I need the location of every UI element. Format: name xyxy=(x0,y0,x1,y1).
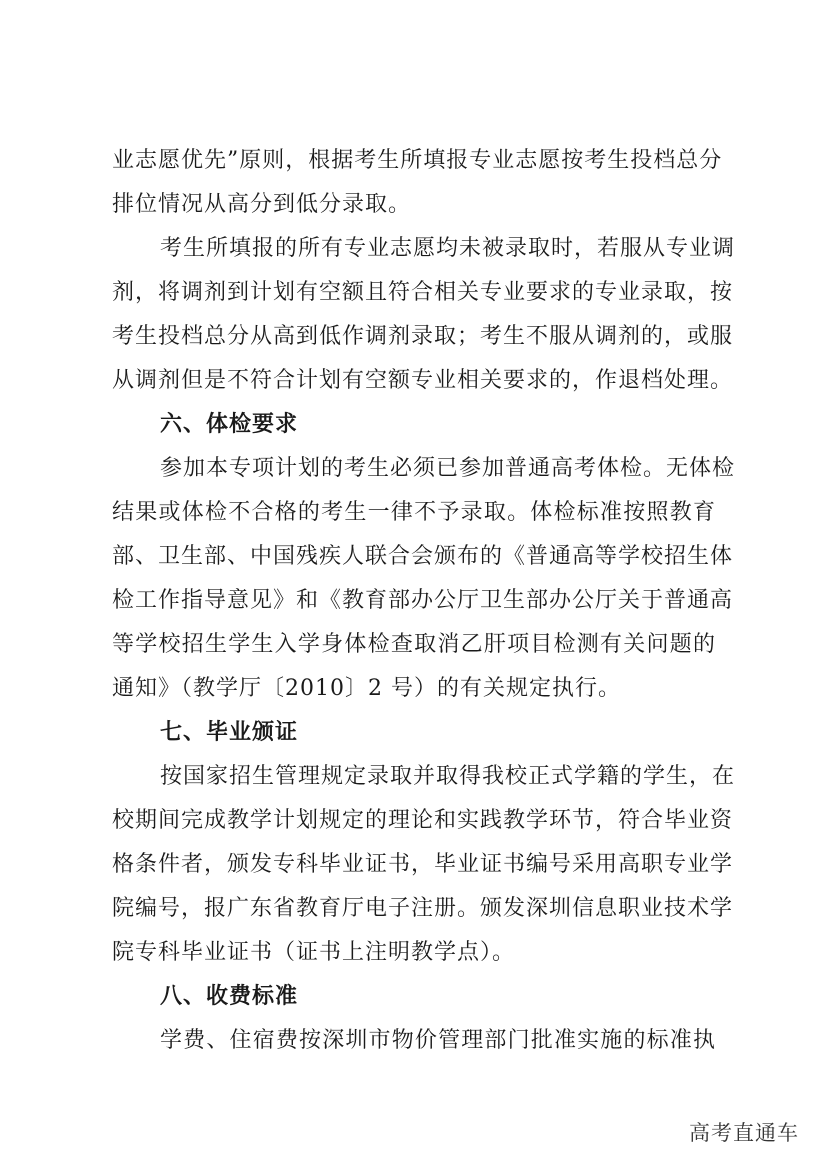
paragraph-line: 从调剂但是不符合计划有空额专业相关要求的，作退档处理。 xyxy=(112,368,734,393)
section-heading-fees: 八、收费标准 xyxy=(160,984,299,1009)
paragraph-line: 部、卫生部、中国残疾人联合会颁布的《普通高等学校招生体 xyxy=(112,544,734,569)
watermark-text: 高考直通车 xyxy=(689,1121,799,1145)
paragraph-line: 学费、住宿费按深圳市物价管理部门批准实施的标准执 xyxy=(160,1028,716,1053)
paragraph-line: 结果或体检不合格的考生一律不予录取。体检标准按照教育 xyxy=(112,500,716,525)
paragraph-line: 剂，将调剂到计划有空额且符合相关专业要求的专业录取，按 xyxy=(112,280,734,305)
paragraph-line: 考生投档总分从高到低作调剂录取；考生不服从调剂的，或服 xyxy=(112,324,734,349)
paragraph-line: 排位情况从高分到低分录取。 xyxy=(112,192,412,217)
paragraph-line: 检工作指导意见》和《教育部办公厅卫生部办公厅关于普通高 xyxy=(112,588,734,613)
paragraph-line: 业志愿优先”原则，根据考生所填报专业志愿按考生投档总分 xyxy=(112,148,723,173)
paragraph-line: 院专科毕业证书（证书上注明教学点）。 xyxy=(112,940,516,965)
paragraph-line: 院编号，报广东省教育厅电子注册。颁发深圳信息职业技术学 xyxy=(112,896,734,921)
section-heading-graduation: 七、毕业颁证 xyxy=(160,720,299,745)
paragraph-line: 格条件者，颁发专科毕业证书，毕业证书编号采用高职专业学 xyxy=(112,852,734,877)
paragraph-line: 通知》（教学厅〔2010〕2 号）的有关规定执行。 xyxy=(112,676,621,701)
paragraph-line: 校期间完成教学计划规定的理论和实践教学环节，符合毕业资 xyxy=(112,808,734,833)
section-heading-physical-exam: 六、体检要求 xyxy=(160,412,299,437)
paragraph-line: 等学校招生学生入学身体检查取消乙肝项目检测有关问题的 xyxy=(112,632,716,657)
paragraph-line: 按国家招生管理规定录取并取得我校正式学籍的学生，在 xyxy=(160,764,736,789)
paragraph-line: 考生所填报的所有专业志愿均未被录取时，若服从专业调 xyxy=(160,236,736,261)
paragraph-line: 参加本专项计划的考生必须已参加普通高考体检。无体检 xyxy=(160,456,736,481)
